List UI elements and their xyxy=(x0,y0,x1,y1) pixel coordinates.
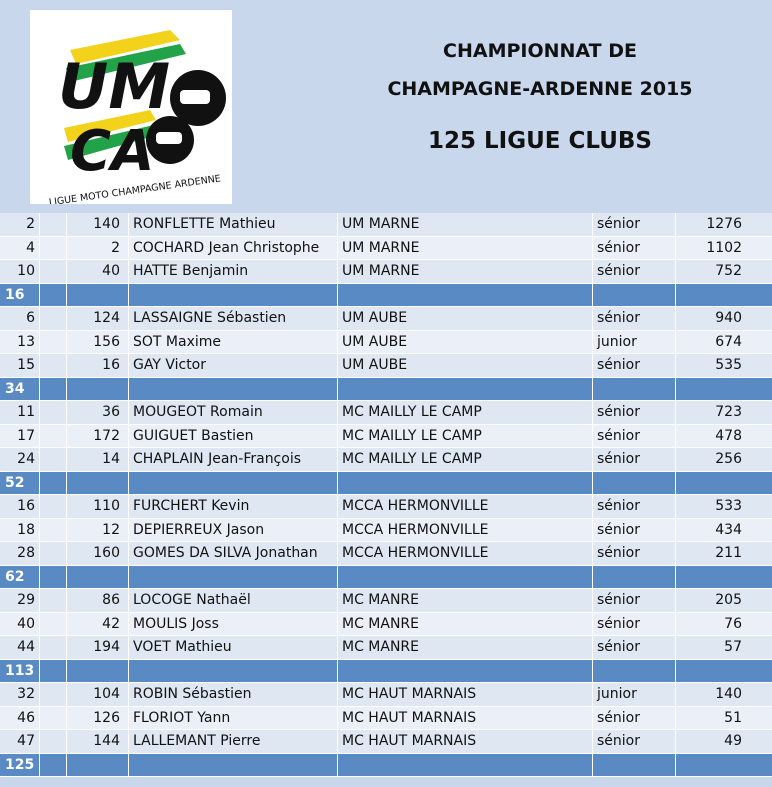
rank-cell: 2 xyxy=(0,213,40,236)
category-cell: sénior xyxy=(593,730,676,753)
number-cell: 12 xyxy=(67,519,129,542)
club-cell: UM AUBE xyxy=(338,331,593,354)
points-cell: 205 xyxy=(715,592,742,608)
category-cell: sénior xyxy=(593,542,676,565)
rank-cell: 28 xyxy=(0,542,40,565)
group-header-row xyxy=(0,660,772,684)
points-cell: 535 xyxy=(715,357,742,373)
club-cell: MC HAUT MARNAIS xyxy=(338,730,593,753)
points-cell: 140 xyxy=(715,686,742,702)
number-cell xyxy=(67,472,129,495)
category-cell xyxy=(593,472,676,495)
club-cell xyxy=(338,472,593,495)
number-cell: 16 xyxy=(67,354,129,377)
spacer-cell xyxy=(40,401,67,424)
rider-name-cell: RONFLETTE Mathieu xyxy=(129,213,338,236)
category-cell: sénior xyxy=(593,307,676,330)
rank-cell: 24 xyxy=(0,448,40,471)
points-cell xyxy=(676,284,772,307)
rider-name-cell: VOET Mathieu xyxy=(129,636,338,659)
number-cell xyxy=(67,378,129,401)
rank-cell: 113 xyxy=(0,660,40,683)
results-table xyxy=(0,213,772,777)
rank-cell: 6 xyxy=(0,307,40,330)
category-cell xyxy=(593,284,676,307)
number-cell: 104 xyxy=(67,683,129,706)
club-cell: MCCA HERMONVILLE xyxy=(338,519,593,542)
rank-cell: 62 xyxy=(0,566,40,589)
rider-name-cell xyxy=(129,754,338,777)
number-cell: 40 xyxy=(67,260,129,283)
rider-name-cell: DEPIERREUX Jason xyxy=(129,519,338,542)
points-cell: 940 xyxy=(715,310,742,326)
rank-cell: 32 xyxy=(0,683,40,706)
points-cell: 211 xyxy=(715,545,742,561)
points-cell: 51 xyxy=(724,709,742,726)
club-cell: MC MAILLY LE CAMP xyxy=(338,425,593,448)
number-cell: 140 xyxy=(67,213,129,236)
club-cell: MC HAUT MARNAIS xyxy=(338,707,593,730)
category-cell: sénior xyxy=(593,495,676,518)
club-cell: MCCA HERMONVILLE xyxy=(338,495,593,518)
club-cell: UM AUBE xyxy=(338,354,593,377)
rider-name-cell xyxy=(129,660,338,683)
table-row xyxy=(0,683,772,707)
club-cell xyxy=(338,566,593,589)
rank-cell: 15 xyxy=(0,354,40,377)
group-header-row xyxy=(0,566,772,590)
rank-cell: 47 xyxy=(0,730,40,753)
table-row xyxy=(0,425,772,449)
category-cell: sénior xyxy=(593,589,676,612)
club-cell xyxy=(338,754,593,777)
rank-cell: 13 xyxy=(0,331,40,354)
rider-name-cell: MOUGEOT Romain xyxy=(129,401,338,424)
points-cell: 434 xyxy=(715,521,742,538)
category-cell: junior xyxy=(593,683,676,706)
club-cell: UM MARNE xyxy=(338,260,593,283)
group-header-row xyxy=(0,472,772,496)
table-row xyxy=(0,519,772,543)
rider-name-cell: ROBIN Sébastien xyxy=(129,683,338,706)
points-cell xyxy=(676,472,772,495)
rank-cell: 4 xyxy=(0,237,40,260)
club-cell: MCCA HERMONVILLE xyxy=(338,542,593,565)
points-cell: 49 xyxy=(724,733,742,749)
table-row xyxy=(0,354,772,378)
rank-cell: 16 xyxy=(0,284,40,307)
spacer-cell xyxy=(40,566,67,589)
table-row xyxy=(0,613,772,637)
table-row xyxy=(0,730,772,754)
number-cell: 124 xyxy=(67,307,129,330)
spacer-cell xyxy=(40,495,67,518)
rank-cell: 46 xyxy=(0,707,40,730)
spacer-cell xyxy=(40,730,67,753)
number-cell: 42 xyxy=(67,613,129,636)
spacer-cell xyxy=(40,448,67,471)
category-cell: sénior xyxy=(593,237,676,260)
spacer-cell xyxy=(40,237,67,260)
points-cell xyxy=(676,566,772,589)
table-row xyxy=(0,331,772,355)
title-line-3: 125 LIGUE CLUBS xyxy=(428,128,652,154)
logo-text-bottom: CA xyxy=(70,119,155,184)
rider-name-cell xyxy=(129,378,338,401)
club-cell xyxy=(338,284,593,307)
table-row xyxy=(0,589,772,613)
table-row xyxy=(0,707,772,731)
rider-name-cell: HATTE Benjamin xyxy=(129,260,338,283)
table-row xyxy=(0,307,772,331)
number-cell xyxy=(67,660,129,683)
table-row xyxy=(0,213,772,237)
spacer-cell xyxy=(40,260,67,283)
table-row xyxy=(0,495,772,519)
club-cell: UM MARNE xyxy=(338,213,593,236)
rider-name-cell: SOT Maxime xyxy=(129,331,338,354)
club-cell xyxy=(338,660,593,683)
spacer-cell xyxy=(40,683,67,706)
points-cell: 1102 xyxy=(706,239,742,256)
rider-name-cell: FURCHERT Kevin xyxy=(129,495,338,518)
category-cell xyxy=(593,566,676,589)
number-cell: 36 xyxy=(67,401,129,424)
rider-name-cell: LASSAIGNE Sébastien xyxy=(129,307,338,330)
rider-name-cell: GOMES DA SILVA Jonathan xyxy=(129,542,338,565)
points-cell: 1276 xyxy=(706,216,742,232)
category-cell: sénior xyxy=(593,707,676,730)
category-cell: sénior xyxy=(593,425,676,448)
umca-logo xyxy=(30,10,232,204)
club-cell: MC HAUT MARNAIS xyxy=(338,683,593,706)
points-cell: 57 xyxy=(724,639,742,655)
rider-name-cell xyxy=(129,284,338,307)
points-cell xyxy=(676,660,772,683)
rider-name-cell xyxy=(129,472,338,495)
category-cell xyxy=(593,754,676,777)
club-cell: MC MAILLY LE CAMP xyxy=(338,401,593,424)
points-cell: 723 xyxy=(715,404,742,420)
number-cell: 156 xyxy=(67,331,129,354)
rider-name-cell: CHAPLAIN Jean-François xyxy=(129,448,338,471)
number-cell: 172 xyxy=(67,425,129,448)
rank-cell: 40 xyxy=(0,613,40,636)
table-row xyxy=(0,401,772,425)
rider-name-cell: LALLEMANT Pierre xyxy=(129,730,338,753)
rider-name-cell: LOCOGE Nathaël xyxy=(129,589,338,612)
table-row xyxy=(0,448,772,472)
points-cell xyxy=(676,754,772,777)
rider-name-cell: MOULIS Joss xyxy=(129,613,338,636)
rider-name-cell: GUIGUET Bastien xyxy=(129,425,338,448)
category-cell: sénior xyxy=(593,401,676,424)
spacer-cell xyxy=(40,707,67,730)
rider-name-cell: COCHARD Jean Christophe xyxy=(129,237,338,260)
club-cell: MC MANRE xyxy=(338,636,593,659)
number-cell: 194 xyxy=(67,636,129,659)
logo-graphic xyxy=(30,10,232,204)
rank-cell: 125 xyxy=(0,754,40,777)
category-cell: sénior xyxy=(593,636,676,659)
number-cell xyxy=(67,754,129,777)
spacer-cell xyxy=(40,331,67,354)
rank-cell: 29 xyxy=(0,589,40,612)
club-cell: UM AUBE xyxy=(338,307,593,330)
points-cell: 478 xyxy=(715,427,742,444)
rank-cell: 10 xyxy=(0,260,40,283)
rank-cell: 11 xyxy=(0,401,40,424)
rank-cell: 52 xyxy=(0,472,40,495)
spacer-cell xyxy=(40,519,67,542)
rank-cell: 34 xyxy=(0,378,40,401)
rider-name-cell: GAY Victor xyxy=(129,354,338,377)
category-cell: sénior xyxy=(593,448,676,471)
category-cell: sénior xyxy=(593,354,676,377)
category-cell: junior xyxy=(593,331,676,354)
table-row xyxy=(0,542,772,566)
group-header-row xyxy=(0,754,772,778)
number-cell: 86 xyxy=(67,589,129,612)
club-cell: MC MANRE xyxy=(338,613,593,636)
spacer-cell xyxy=(40,472,67,495)
points-cell: 533 xyxy=(715,498,742,514)
logo-caption: LIGUE MOTO CHAMPAGNE ARDENNE xyxy=(48,173,222,204)
club-cell: UM MARNE xyxy=(338,237,593,260)
spacer-cell xyxy=(40,660,67,683)
spacer-cell xyxy=(40,354,67,377)
spacer-cell xyxy=(40,378,67,401)
number-cell: 110 xyxy=(67,495,129,518)
category-cell: sénior xyxy=(593,213,676,236)
table-row xyxy=(0,260,772,284)
spacer-cell xyxy=(40,425,67,448)
spacer-cell xyxy=(40,213,67,236)
table-row xyxy=(0,636,772,660)
points-cell: 674 xyxy=(715,333,742,350)
rider-name-cell xyxy=(129,566,338,589)
number-cell xyxy=(67,566,129,589)
points-cell: 76 xyxy=(724,615,742,632)
number-cell: 126 xyxy=(67,707,129,730)
table-row xyxy=(0,237,772,261)
spacer-cell xyxy=(40,307,67,330)
spacer-cell xyxy=(40,613,67,636)
number-cell: 2 xyxy=(67,237,129,260)
spacer-cell xyxy=(40,754,67,777)
spacer-cell xyxy=(40,589,67,612)
rank-cell: 16 xyxy=(0,495,40,518)
points-cell: 752 xyxy=(715,263,742,279)
points-cell xyxy=(676,378,772,401)
rank-cell: 17 xyxy=(0,425,40,448)
title-line-1: CHAMPIONNAT DE xyxy=(443,40,637,62)
number-cell xyxy=(67,284,129,307)
spacer-cell xyxy=(40,636,67,659)
category-cell xyxy=(593,378,676,401)
category-cell: sénior xyxy=(593,519,676,542)
club-cell xyxy=(338,378,593,401)
header xyxy=(0,0,772,213)
rider-name-cell: FLORIOT Yann xyxy=(129,707,338,730)
club-cell: MC MANRE xyxy=(338,589,593,612)
group-header-row xyxy=(0,284,772,308)
title-line-2: CHAMPAGNE-ARDENNE 2015 xyxy=(387,78,693,100)
category-cell: sénior xyxy=(593,613,676,636)
points-cell: 256 xyxy=(715,451,742,467)
number-cell: 14 xyxy=(67,448,129,471)
club-cell: MC MAILLY LE CAMP xyxy=(338,448,593,471)
category-cell xyxy=(593,660,676,683)
number-cell: 144 xyxy=(67,730,129,753)
rank-cell: 18 xyxy=(0,519,40,542)
spacer-cell xyxy=(40,542,67,565)
spacer-cell xyxy=(40,284,67,307)
rank-cell: 44 xyxy=(0,636,40,659)
category-cell: sénior xyxy=(593,260,676,283)
group-header-row xyxy=(0,378,772,402)
number-cell: 160 xyxy=(67,542,129,565)
logo-text-top: UM xyxy=(58,50,171,123)
